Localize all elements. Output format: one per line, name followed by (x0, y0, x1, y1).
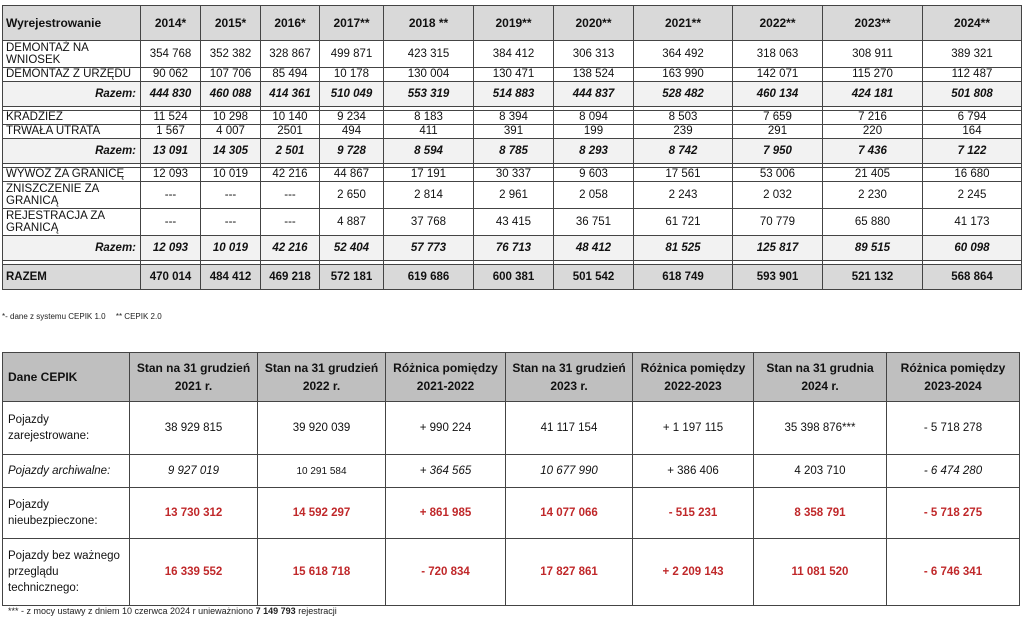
table-cell: 9 603 (554, 168, 634, 182)
row-label: Pojazdy archiwalne: (3, 455, 130, 488)
table-cell: 352 382 (201, 41, 261, 68)
table-cell: 107 706 (201, 68, 261, 82)
table-cell: 81 525 (634, 236, 733, 261)
table-cell: 521 132 (823, 265, 923, 290)
table-cell: 460 088 (201, 82, 261, 107)
row-label: Pojazdy nieubezpieczone: (3, 488, 130, 539)
table-cell: 70 779 (733, 209, 823, 236)
table-cell: 142 071 (733, 68, 823, 82)
table-cell: 510 049 (320, 82, 384, 107)
column-header: Różnica pomiędzy 2021-2022 (386, 353, 506, 402)
table-cell: 7 216 (823, 111, 923, 125)
table-cell: 568 864 (923, 265, 1022, 290)
table-cell: 115 270 (823, 68, 923, 82)
table-cell: + 990 224 (386, 402, 506, 455)
footnote-value: 7 149 793 (255, 606, 296, 616)
table-cell: 364 492 (634, 41, 733, 68)
table-cell: 90 062 (141, 68, 201, 82)
table-cell: 14 592 297 (258, 488, 386, 539)
column-header: 2019** (474, 6, 554, 41)
table-cell: 460 134 (733, 82, 823, 107)
column-header: Stan na 31 grudzień 2022 r. (258, 353, 386, 402)
table-cell: 17 561 (634, 168, 733, 182)
table-cell: 17 191 (384, 168, 474, 182)
row-label: DEMONTAŻ Z URZĘDU (3, 68, 141, 82)
column-header: 2016* (261, 6, 320, 41)
table-cell: - 5 718 275 (887, 488, 1020, 539)
table-cell: 2 058 (554, 182, 634, 209)
table-row (3, 68, 1022, 82)
table-cell: 4 887 (320, 209, 384, 236)
table-cell: 10 677 990 (506, 455, 633, 488)
table-cell: 7 122 (923, 139, 1022, 164)
column-header: 2018 ** (384, 6, 474, 41)
table-cell: 14 305 (201, 139, 261, 164)
table-cell: 12 093 (141, 236, 201, 261)
table-cell: --- (261, 182, 320, 209)
table-cell: 7 950 (733, 139, 823, 164)
table-cell: 48 412 (554, 236, 634, 261)
table-cell: 10 298 (201, 111, 261, 125)
table-row (3, 125, 1022, 139)
table-cell: + 364 565 (386, 455, 506, 488)
table-cell: 11 081 520 (754, 539, 887, 606)
note-cepik1: *- dane z systemu CEPIK 1.0 (2, 312, 106, 321)
table-cell: 494 (320, 125, 384, 139)
table-cell: 15 618 718 (258, 539, 386, 606)
total-row (3, 265, 1022, 290)
table-cell: 41 117 154 (506, 402, 633, 455)
table-cell: 2 650 (320, 182, 384, 209)
column-header: 2020** (554, 6, 634, 41)
table-cell: 484 412 (201, 265, 261, 290)
table-cell: 53 006 (733, 168, 823, 182)
table-cell: 8 358 791 (754, 488, 887, 539)
column-header: Dane CEPIK (3, 353, 130, 402)
table-cell: 2 501 (261, 139, 320, 164)
table-cell: 528 482 (634, 82, 733, 107)
table-cell: 60 098 (923, 236, 1022, 261)
table-cell: 1 567 (141, 125, 201, 139)
row-label: WYWÓZ ZA GRANICĘ (3, 168, 141, 182)
table-cell: 10 140 (261, 111, 320, 125)
table-cell: 57 773 (384, 236, 474, 261)
table-cell: 9 234 (320, 111, 384, 125)
subtotal-row (3, 236, 1022, 261)
table-cell: 423 315 (384, 41, 474, 68)
table-row (3, 168, 1022, 182)
table-cell: 30 337 (474, 168, 554, 182)
footnote-text: *** - z mocy ustawy z dniem 10 czerwca 2024 r unieważniono (8, 606, 254, 616)
row-label: Razem: (3, 139, 141, 164)
table-row (3, 111, 1022, 125)
column-header: Stan na 31 grudzień 2021 r. (130, 353, 258, 402)
table-cell: --- (201, 209, 261, 236)
table-cell: 130 004 (384, 68, 474, 82)
table-cell: + 1 197 115 (633, 402, 754, 455)
table-cell: 36 751 (554, 209, 634, 236)
table-cell: 469 218 (261, 265, 320, 290)
table-cell: 9 927 019 (130, 455, 258, 488)
table-cell: --- (201, 182, 261, 209)
table-cell: 16 339 552 (130, 539, 258, 606)
note-cepik2: ** CEPIK 2.0 (115, 312, 162, 321)
subtotal-row (3, 82, 1022, 107)
table-cell: 13 730 312 (130, 488, 258, 539)
footnote (8, 606, 337, 616)
table-cell: 8 785 (474, 139, 554, 164)
row-label: Pojazdy zarejestrowane: (3, 402, 130, 455)
table-cell: + 861 985 (386, 488, 506, 539)
row-label: KRADZIEŻ (3, 111, 141, 125)
table-cell: 619 686 (384, 265, 474, 290)
table-cell: 553 319 (384, 82, 474, 107)
table-cell: 17 827 861 (506, 539, 633, 606)
table-row (3, 455, 1020, 488)
table-cell: 7 436 (823, 139, 923, 164)
table-cell: 164 (923, 125, 1022, 139)
table-cell: - 6 474 280 (887, 455, 1020, 488)
table-cell: 2 245 (923, 182, 1022, 209)
table-cell: 42 216 (261, 236, 320, 261)
table-cell: --- (141, 209, 201, 236)
table-cell: 14 077 066 (506, 488, 633, 539)
source-note (2, 312, 170, 321)
table-cell: 389 321 (923, 41, 1022, 68)
table-cell: 65 880 (823, 209, 923, 236)
row-label: Razem: (3, 82, 141, 107)
table-row (3, 488, 1020, 539)
table-cell: 318 063 (733, 41, 823, 68)
table-cell: 44 867 (320, 168, 384, 182)
table-cell: 514 883 (474, 82, 554, 107)
table-row (3, 41, 1022, 68)
column-header: 2023** (823, 6, 923, 41)
table-cell: 328 867 (261, 41, 320, 68)
table-cell: 41 173 (923, 209, 1022, 236)
table-cell: - 720 834 (386, 539, 506, 606)
table-cell: 11 524 (141, 111, 201, 125)
table-cell: 37 768 (384, 209, 474, 236)
table-cell: 39 920 039 (258, 402, 386, 455)
table-cell: 306 313 (554, 41, 634, 68)
table-cell: 163 990 (634, 68, 733, 82)
table-cell: 10 291 584 (258, 455, 386, 488)
table-cell: 52 404 (320, 236, 384, 261)
column-header: 2022** (733, 6, 823, 41)
table-cell: 76 713 (474, 236, 554, 261)
table-cell: 13 091 (141, 139, 201, 164)
column-header: Stan na 31 grudnia 2024 r. (754, 353, 887, 402)
row-label: Razem: (3, 236, 141, 261)
table-cell: 501 542 (554, 265, 634, 290)
table-cell: 411 (384, 125, 474, 139)
table-cell: 8 293 (554, 139, 634, 164)
row-label: REJESTRACJA ZA GRANICĄ (3, 209, 141, 236)
column-header: 2014* (141, 6, 201, 41)
row-label: RAZEM (3, 265, 141, 290)
table-row (3, 209, 1022, 236)
column-header: Różnica pomiędzy 2023-2024 (887, 353, 1020, 402)
table-cell: 8 394 (474, 111, 554, 125)
table-cell: - 515 231 (633, 488, 754, 539)
table-cell: --- (261, 209, 320, 236)
table-cell: 444 837 (554, 82, 634, 107)
table-cell: 470 014 (141, 265, 201, 290)
row-label: ZNISZCZENIE ZA GRANICĄ (3, 182, 141, 209)
table-cell: 112 487 (923, 68, 1022, 82)
table-cell: 2 230 (823, 182, 923, 209)
column-header: 2024** (923, 6, 1022, 41)
column-header: Różnica pomiędzy 2022-2023 (633, 353, 754, 402)
column-header: 2015* (201, 6, 261, 41)
table-cell: - 6 746 341 (887, 539, 1020, 606)
table-cell: 2 814 (384, 182, 474, 209)
table-cell: 4 007 (201, 125, 261, 139)
table-cell: 414 361 (261, 82, 320, 107)
row-label: TRWAŁA UTRATA (3, 125, 141, 139)
table-cell: 291 (733, 125, 823, 139)
table-cell: 8 503 (634, 111, 733, 125)
table-cell: 2501 (261, 125, 320, 139)
table-cell: 4 203 710 (754, 455, 887, 488)
table-cell: 138 524 (554, 68, 634, 82)
column-header: Stan na 31 grudzień 2023 r. (506, 353, 633, 402)
table-cell: + 2 209 143 (633, 539, 754, 606)
table-cell: 424 181 (823, 82, 923, 107)
table-cell: 42 216 (261, 168, 320, 182)
table-cell: 6 794 (923, 111, 1022, 125)
table-cell: 10 178 (320, 68, 384, 82)
table-cell: 199 (554, 125, 634, 139)
cepik-data-table (2, 352, 1020, 606)
table-cell: 384 412 (474, 41, 554, 68)
table-cell: 85 494 (261, 68, 320, 82)
table-cell: 600 381 (474, 265, 554, 290)
table-header-row (3, 353, 1020, 402)
table-cell: 618 749 (634, 265, 733, 290)
table-cell: 8 183 (384, 111, 474, 125)
table-cell: 308 911 (823, 41, 923, 68)
row-label: DEMONTAŻ NA WNIOSEK (3, 41, 141, 68)
table-cell: 391 (474, 125, 554, 139)
table-cell: 572 181 (320, 265, 384, 290)
table-cell: 89 515 (823, 236, 923, 261)
table-row (3, 402, 1020, 455)
table-cell: 38 929 815 (130, 402, 258, 455)
table-cell: + 386 406 (633, 455, 754, 488)
table-cell: 16 680 (923, 168, 1022, 182)
table-cell: 43 415 (474, 209, 554, 236)
table-cell: 239 (634, 125, 733, 139)
table-header-row (3, 6, 1022, 41)
table-cell: 8 594 (384, 139, 474, 164)
table-cell: 2 961 (474, 182, 554, 209)
table-cell: 130 471 (474, 68, 554, 82)
table-cell: 2 243 (634, 182, 733, 209)
table-cell: 61 721 (634, 209, 733, 236)
table-row (3, 539, 1020, 606)
table-cell: --- (141, 182, 201, 209)
table-cell: 444 830 (141, 82, 201, 107)
subtotal-row (3, 139, 1022, 164)
deregistration-table (2, 5, 1022, 290)
column-header: 2021** (634, 6, 733, 41)
table-cell: 2 032 (733, 182, 823, 209)
column-header: Wyrejestrowanie (3, 6, 141, 41)
table-cell: 12 093 (141, 168, 201, 182)
table-cell: 10 019 (201, 236, 261, 261)
table-cell: 21 405 (823, 168, 923, 182)
table-cell: 8 742 (634, 139, 733, 164)
table-cell: 125 817 (733, 236, 823, 261)
table-cell: 35 398 876*** (754, 402, 887, 455)
table-cell: 501 808 (923, 82, 1022, 107)
table-cell: 354 768 (141, 41, 201, 68)
table-cell: 10 019 (201, 168, 261, 182)
table-cell: 593 901 (733, 265, 823, 290)
row-label: Pojazdy bez ważnego przeglądu technicznego: (3, 539, 130, 606)
table-cell: 7 659 (733, 111, 823, 125)
table-cell: 8 094 (554, 111, 634, 125)
table-cell: 9 728 (320, 139, 384, 164)
footnote-suffix: rejestracji (298, 606, 337, 616)
table-cell: 220 (823, 125, 923, 139)
table-row (3, 182, 1022, 209)
table-cell: 499 871 (320, 41, 384, 68)
column-header: 2017** (320, 6, 384, 41)
table-cell: - 5 718 278 (887, 402, 1020, 455)
